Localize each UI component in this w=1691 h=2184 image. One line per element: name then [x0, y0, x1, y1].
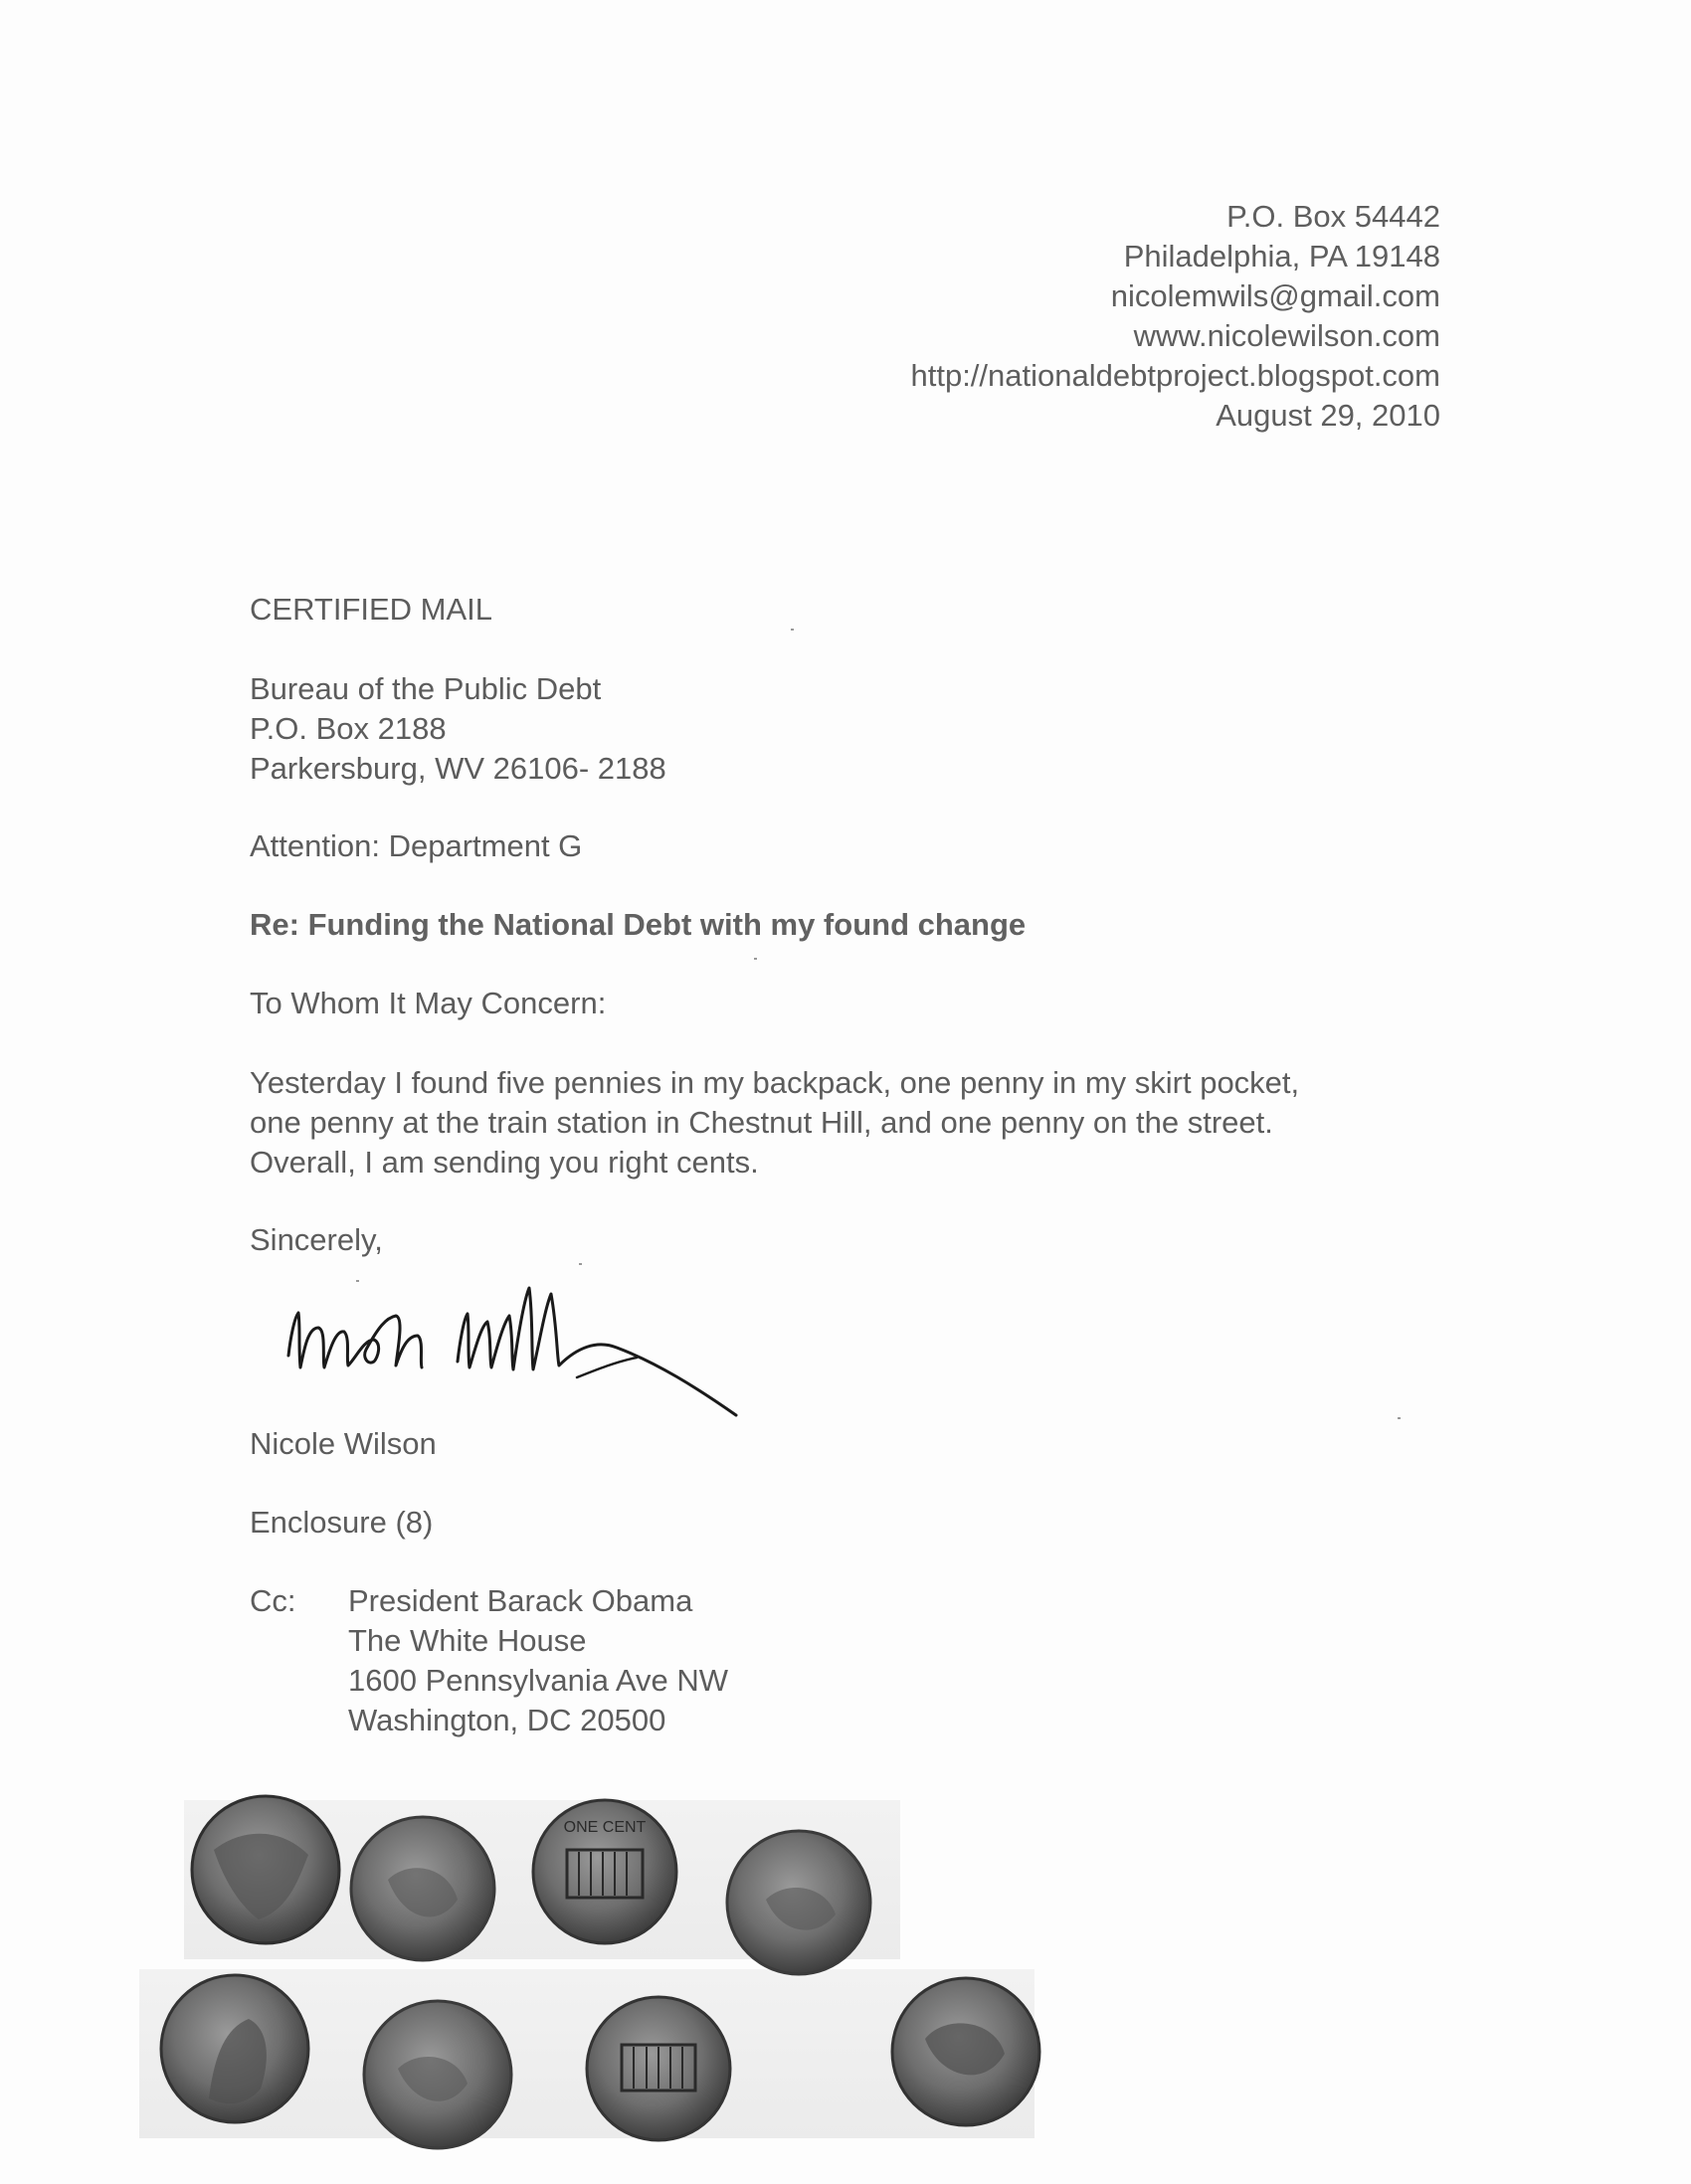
handwritten-signature	[279, 1258, 875, 1432]
return-city-state-zip: Philadelphia, PA 19148	[1123, 239, 1440, 273]
closing: Sincerely,	[250, 1222, 383, 1257]
cc-recipient	[348, 1581, 728, 1740]
cc-line: 1600 Pennsylvania Ave NW	[348, 1663, 728, 1698]
body-line: Yesterday I found five pennies in my backpack, one penny in my skirt pocket,	[250, 1065, 1300, 1100]
body-line: one penny at the train station in Chestnut Hill, and one penny on the street.	[250, 1105, 1273, 1140]
salutation: To Whom It May Concern:	[250, 986, 607, 1020]
body-line: Overall, I am sending you right cents.	[250, 1145, 759, 1180]
signer-name: Nicole Wilson	[250, 1426, 437, 1461]
cc-label: Cc:	[250, 1583, 296, 1618]
scan-speck	[356, 1280, 359, 1282]
enclosed-pennies	[0, 1770, 1691, 2184]
recipient-city-state-zip: Parkersburg, WV 26106- 2188	[250, 751, 666, 786]
recipient-po-box: P.O. Box 2188	[250, 711, 447, 746]
penny	[364, 2001, 511, 2148]
penny	[892, 1978, 1039, 2125]
penny	[587, 1997, 730, 2140]
scan-speck	[791, 629, 794, 631]
attention-line: Attention: Department G	[250, 828, 583, 863]
recipient-name: Bureau of the Public Debt	[250, 671, 602, 706]
certified-mail-notice: CERTIFIED MAIL	[250, 592, 493, 627]
return-website: www.nicolewilson.com	[1133, 318, 1440, 353]
return-blog: http://nationaldebtproject.blogspot.com	[910, 358, 1440, 393]
enclosure-note: Enclosure (8)	[250, 1505, 434, 1540]
scan-speck	[1398, 1417, 1401, 1419]
scan-speck	[754, 958, 757, 960]
penny	[192, 1796, 339, 1943]
return-address	[910, 197, 1440, 436]
return-po-box: P.O. Box 54442	[1226, 199, 1440, 234]
cc-line: Washington, DC 20500	[348, 1703, 666, 1737]
scan-speck	[579, 1263, 582, 1265]
cc-block	[250, 1581, 728, 1740]
return-email: nicolemwils@gmail.com	[1110, 278, 1440, 313]
letter-date: August 29, 2010	[1216, 398, 1440, 433]
cc-line: The White House	[348, 1623, 587, 1658]
subject-line: Re: Funding the National Debt with my found change	[250, 907, 1027, 942]
penny	[161, 1975, 308, 2122]
penny	[533, 1800, 676, 1943]
penny	[727, 1831, 870, 1974]
penny	[351, 1817, 494, 1960]
recipient-address	[250, 669, 666, 789]
letter-body	[250, 1063, 1443, 1183]
cc-line: President Barack Obama	[348, 1583, 693, 1618]
coin-inscription: ONE CENT	[563, 1819, 647, 1836]
